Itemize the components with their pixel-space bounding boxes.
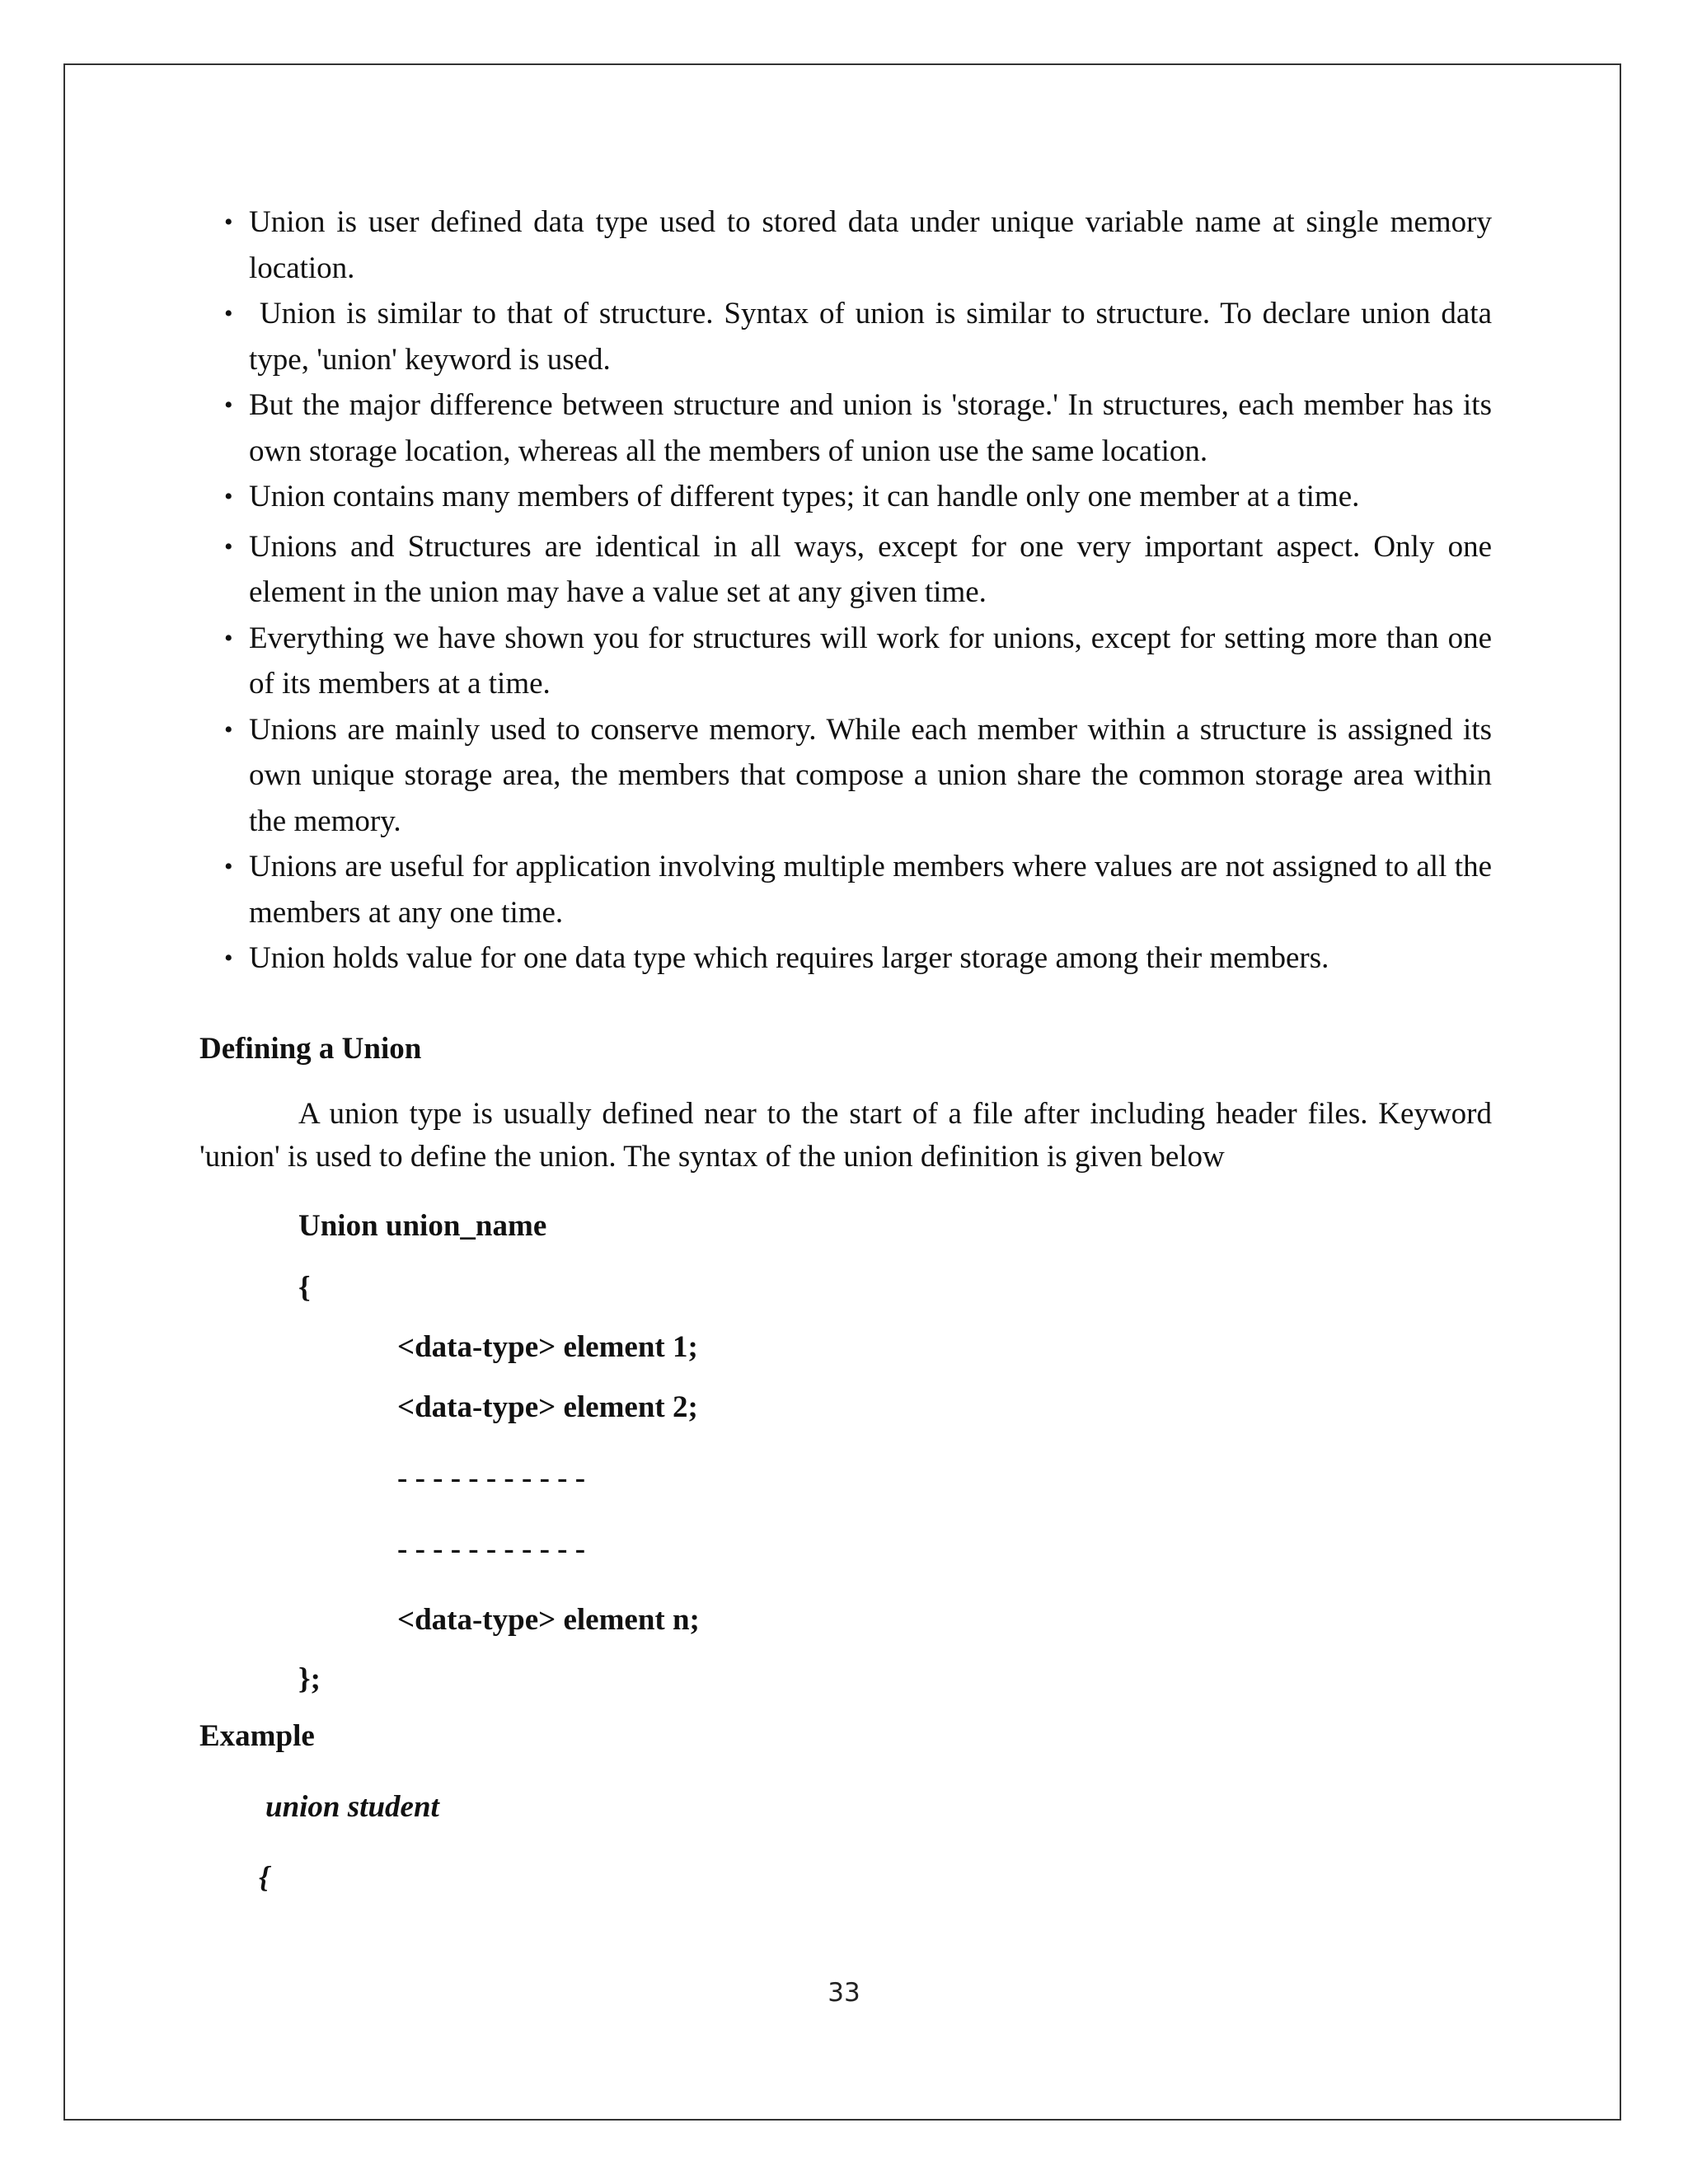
syntax-close-brace: };	[298, 1661, 321, 1696]
syntax-element-1: <data-type> element 1;	[397, 1329, 698, 1364]
example-union-declaration: union student	[265, 1789, 439, 1824]
bullet-icon: •	[224, 853, 233, 880]
page-number: 33	[828, 1978, 860, 2008]
list-item	[199, 291, 1500, 382]
syntax-union-declaration: Union union_name	[298, 1208, 547, 1243]
bullet-icon: •	[224, 944, 233, 972]
bullet-icon: •	[224, 391, 233, 419]
list-item-text: Union is similar to that of structure. Syntax of union is similar to structure. To declare union data type, 'union' keyword is used.	[249, 297, 1500, 377]
syntax-element-2: <data-type> element 2;	[397, 1390, 698, 1424]
list-item-text: Everything we have shown you for structures will work for unions, except for setting more than one of its members at a time.	[249, 621, 1492, 701]
list-item	[199, 844, 1492, 935]
list-item-text: Union holds value for one data type which requires larger storage among their members.	[249, 941, 1329, 975]
list-item	[199, 524, 1492, 616]
bullet-icon: •	[224, 483, 233, 510]
list-item-text: Union contains many members of different types; it can handle only one member at a time.	[249, 480, 1360, 513]
union-properties-list	[199, 199, 1500, 982]
syntax-ellipsis-dashes: - - - - - - - - - - -	[397, 1460, 586, 1495]
example-open-brace: {	[259, 1860, 270, 1895]
page-content	[199, 199, 1500, 1900]
bullet-icon: •	[224, 624, 233, 652]
list-item	[199, 935, 1492, 982]
list-item-text: Unions and Structures are identical in all ways, except for one very important aspect. Only one element in the union may have a value set at any given time.	[249, 529, 1492, 609]
bullet-icon: •	[224, 300, 233, 327]
bullet-icon: •	[224, 715, 233, 743]
section-heading-defining-union: Defining a Union	[199, 1031, 422, 1066]
syntax-open-brace: {	[298, 1270, 311, 1305]
list-item	[199, 382, 1492, 474]
list-item	[199, 474, 1492, 520]
list-item-text: Union is user defined data type used to stored data under unique variable name at single memory location.	[249, 205, 1492, 285]
list-item-text: Unions are useful for application involving multiple members where values are not assigned to all the members at any one time.	[249, 850, 1492, 930]
bullet-icon: •	[224, 209, 233, 236]
list-item	[199, 199, 1492, 291]
syntax-ellipsis-dashes: - - - - - - - - - - -	[397, 1531, 586, 1566]
union-syntax-block	[199, 1203, 1492, 1702]
list-item-text: But the major difference between structure and union is 'storage.' In structures, each member has its own storage location, whereas all the members of union use the same location.	[249, 388, 1492, 468]
bullet-icon: •	[224, 532, 233, 560]
section-heading-example: Example	[199, 1718, 315, 1753]
union-example-block	[199, 1784, 1492, 1900]
list-item	[199, 616, 1492, 707]
list-item-text: Unions are mainly used to conserve memory. While each member within a structure is assigned its own unique storage area, the members that compose a union share the common storage area within the memory.	[249, 712, 1492, 838]
list-item	[199, 707, 1492, 845]
syntax-element-n: <data-type> element n;	[397, 1602, 700, 1637]
defining-union-paragraph: A union type is usually defined near to the start of a file after including header files. Keyword 'union' is used to define the union. The syntax of the union definition is given below	[199, 1096, 1492, 1174]
